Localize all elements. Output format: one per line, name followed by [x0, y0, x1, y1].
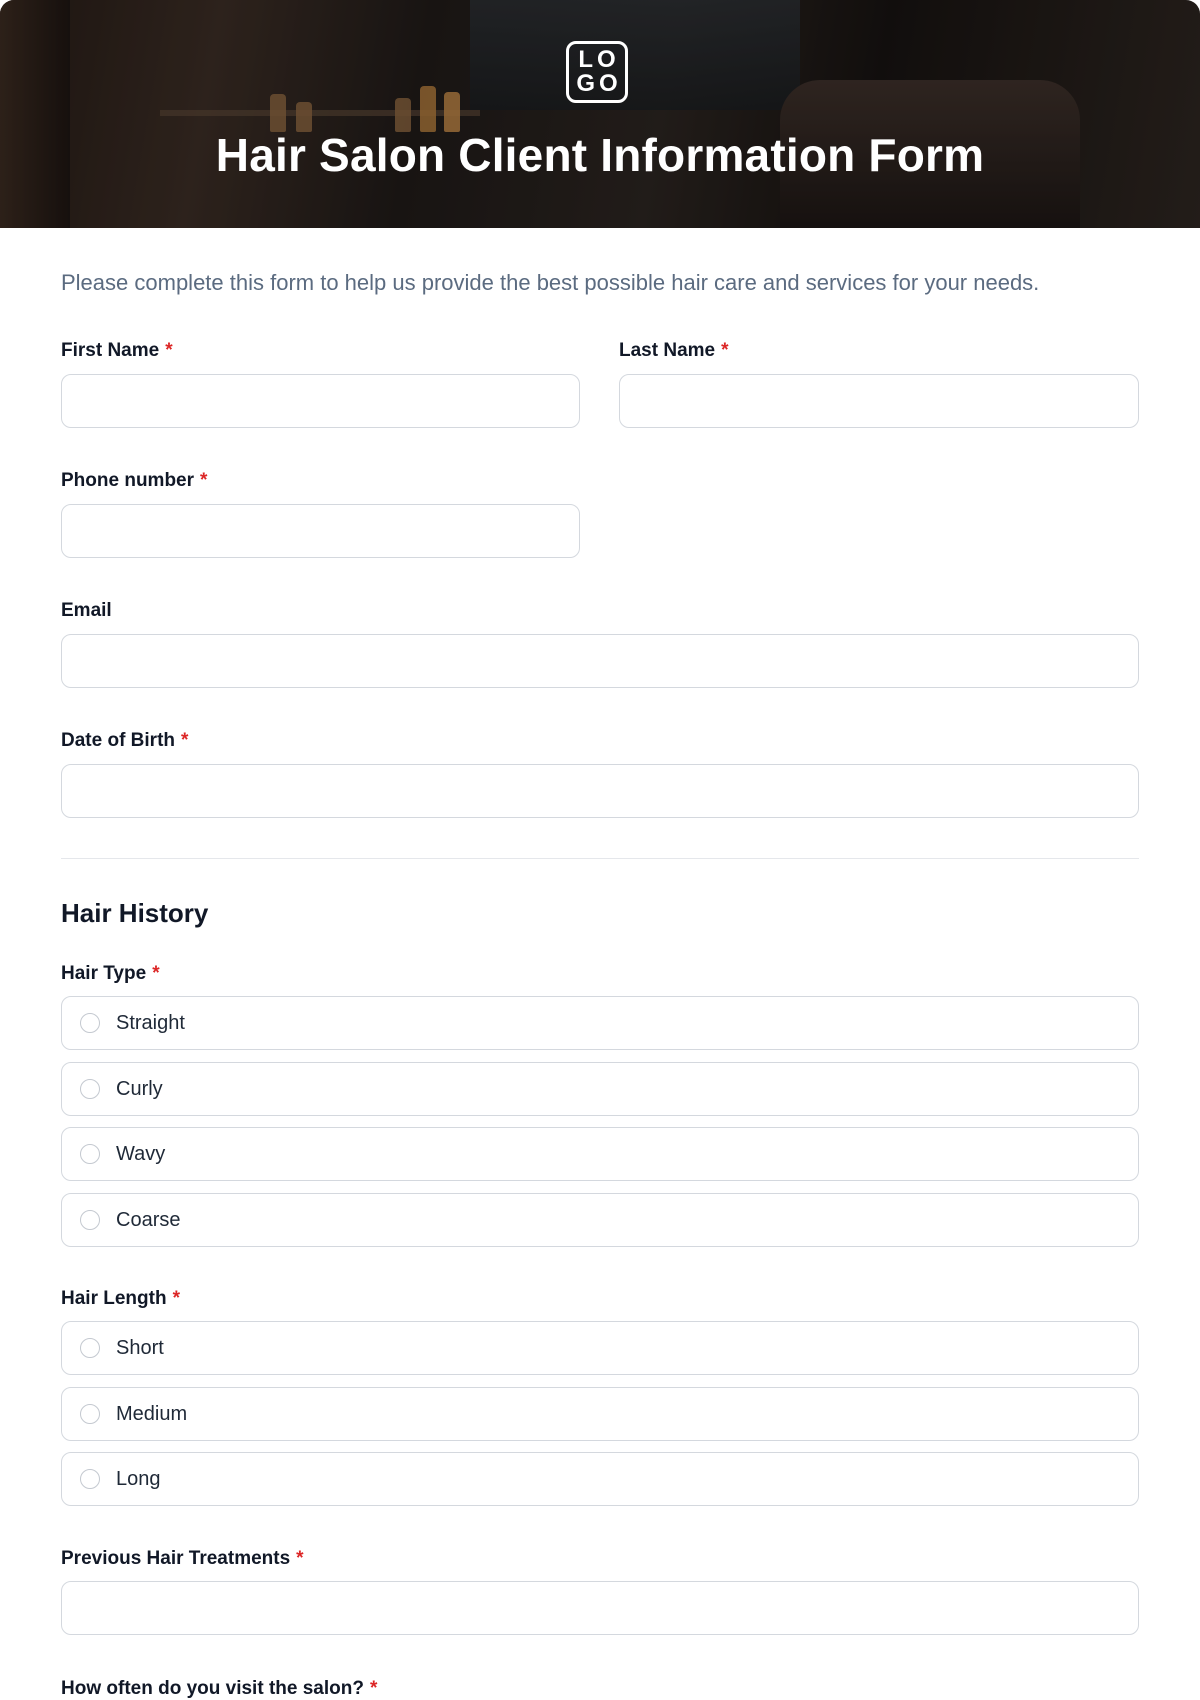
hair-type-label — [61, 963, 160, 985]
hair-type-option-straight[interactable] — [61, 996, 1139, 1050]
phone-label — [61, 470, 207, 492]
radio-button[interactable] — [80, 1210, 100, 1230]
radio-button[interactable] — [80, 1013, 100, 1033]
hair-length-option-short[interactable] — [61, 1321, 1139, 1375]
required-marker: * — [200, 470, 208, 491]
banner-shade — [0, 0, 1200, 228]
radio-label: Curly — [116, 1077, 163, 1100]
phone-label-text: Phone number — [61, 470, 195, 491]
radio-label: Wavy — [116, 1142, 166, 1165]
previous-treatments-label — [61, 1548, 304, 1570]
hair-type-label-text: Hair Type — [61, 963, 147, 984]
radio-label: Medium — [116, 1402, 188, 1425]
previous-treatments-input[interactable] — [61, 1581, 1139, 1635]
logo-line-1: LO — [578, 46, 620, 73]
visit-frequency-label — [61, 1678, 377, 1700]
last-name-input[interactable] — [619, 374, 1139, 428]
email-input[interactable] — [61, 634, 1139, 688]
required-marker: * — [181, 730, 189, 751]
form-intro: Please complete this form to help us provide the best possible hair care and services for your needs. — [61, 270, 1040, 295]
required-marker: * — [152, 963, 160, 984]
form-title: Hair Salon Client Information Form — [215, 129, 985, 181]
radio-button[interactable] — [80, 1404, 100, 1424]
hair-type-option-curly[interactable] — [61, 1062, 1139, 1116]
logo — [566, 41, 628, 103]
hair-length-option-medium[interactable] — [61, 1387, 1139, 1441]
email-label — [61, 600, 112, 622]
radio-label: Long — [116, 1467, 161, 1490]
logo-line-2: GO — [576, 70, 622, 97]
hair-history-title: Hair History — [61, 898, 209, 928]
first-name-label-text: First Name — [61, 340, 160, 361]
required-marker: * — [172, 1288, 180, 1309]
required-marker: * — [721, 340, 729, 361]
hair-length-label-text: Hair Length — [61, 1288, 167, 1309]
hair-length-label — [61, 1288, 180, 1310]
radio-label: Short — [116, 1336, 164, 1359]
phone-input[interactable] — [61, 504, 580, 558]
radio-label: Coarse — [116, 1208, 181, 1231]
hair-length-option-long[interactable] — [61, 1452, 1139, 1506]
previous-treatments-label-text: Previous Hair Treatments — [61, 1548, 291, 1569]
required-marker: * — [165, 340, 173, 361]
hair-type-option-coarse[interactable] — [61, 1193, 1139, 1247]
required-marker: * — [296, 1548, 304, 1569]
first-name-input[interactable] — [61, 374, 580, 428]
radio-button[interactable] — [80, 1469, 100, 1489]
last-name-label — [619, 340, 729, 362]
email-label-text: Email — [61, 600, 112, 621]
hair-type-option-wavy[interactable] — [61, 1127, 1139, 1181]
dob-label — [61, 730, 188, 752]
visit-frequency-label-text: How often do you visit the salon? — [61, 1678, 364, 1699]
section-divider — [61, 858, 1139, 859]
radio-label: Straight — [116, 1011, 185, 1034]
radio-button[interactable] — [80, 1079, 100, 1099]
dob-input[interactable] — [61, 764, 1139, 818]
first-name-label — [61, 340, 173, 362]
required-marker: * — [369, 1678, 378, 1699]
dob-label-text: Date of Birth — [61, 730, 175, 751]
last-name-label-text: Last Name — [619, 340, 716, 361]
header-banner — [0, 0, 1200, 228]
radio-button[interactable] — [80, 1144, 100, 1164]
radio-button[interactable] — [80, 1338, 100, 1358]
